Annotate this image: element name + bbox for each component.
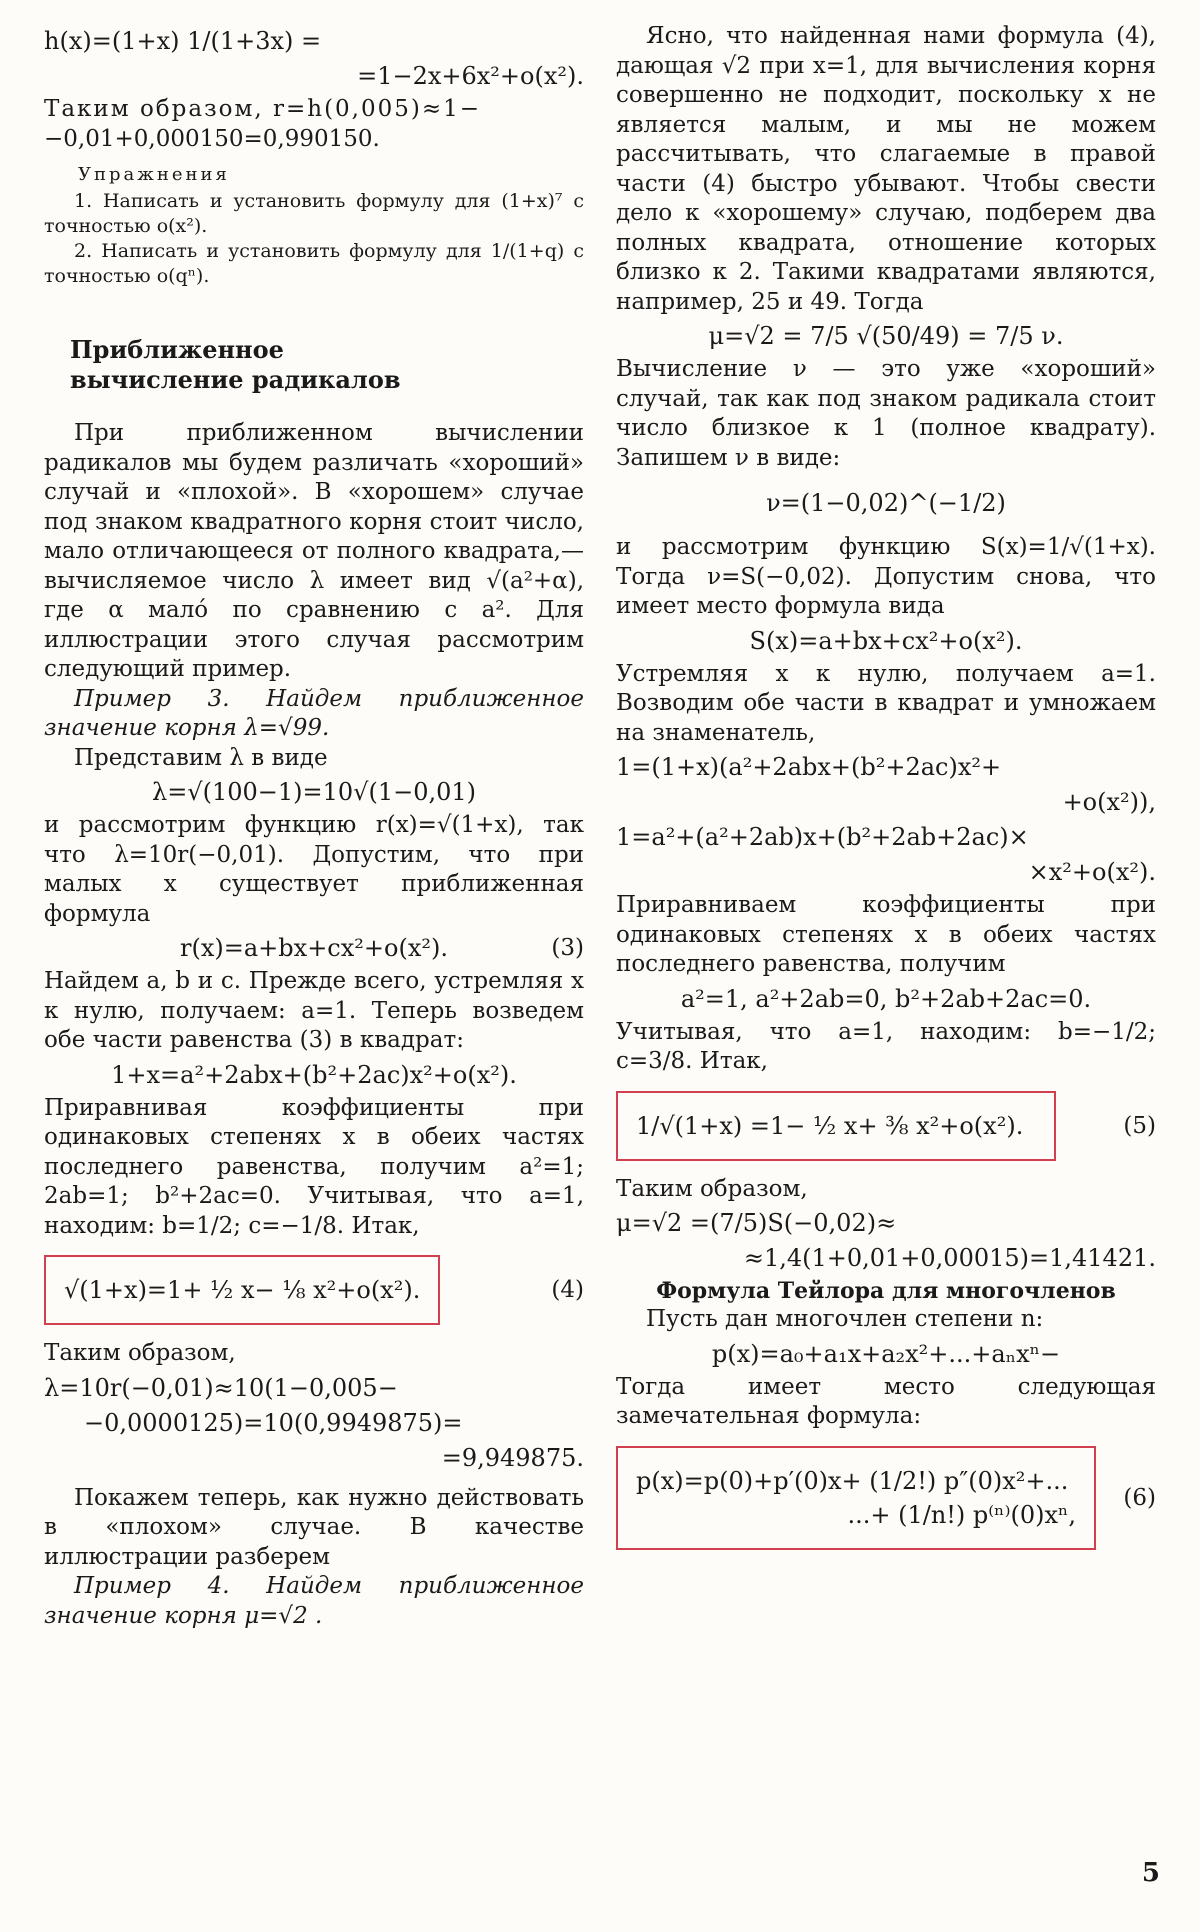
formula-3: r(x)=a+bx+cx²+o(x²). <box>180 934 448 962</box>
S-formula: S(x)=a+bx+cx²+o(x²). <box>749 626 1023 655</box>
thus-line2: −0,01+0,000150=0,990150. <box>44 125 380 152</box>
equating-paragraph: Приравнивая коэффициенты при одинаковых степенях x в обеих частях последнего равенства, получим a²=1; 2ab=1; b²+2ac=0. Учитывая, что a=1, находим: b=1/2; c=−1/8. Итак, <box>44 1094 584 1239</box>
section-heading <box>70 335 584 395</box>
formula-4-number: (4) <box>551 1277 584 1303</box>
taking-paragraph: Учитывая, что a=1, находим: b=−1/2; c=3/8. Итак, <box>616 1018 1156 1074</box>
formula-3-row <box>44 932 584 964</box>
left-column <box>44 22 584 1631</box>
lambda-formula: λ=√(100−1)=10√(1−0,01) <box>151 778 476 806</box>
thus-3: Таким образом, <box>616 1175 808 1202</box>
lambda-calc-line2: −0,0000125)=10(0,9949875)= <box>84 1408 463 1437</box>
then-formula-text: Тогда имеет место следующая замечательная формула: <box>616 1373 1156 1429</box>
clear-paragraph: Ясно, что найденная нами формула (4), дающая √2 при x=1, для вычисления корня совершенно не подходит, поскольку x не является малым, и мы не можем рассчитывать, что слагаемые в правой части (4) быстро убывают. Чтобы свести дело к «хорошему» случаю, подберем два полных квадрата, отношение которых близко к 2. Такими квадратами являются, например, 25 и 49. Тогда <box>616 23 1156 315</box>
nu-paragraph: Вычисление ν — это уже «хороший» случай, так как под знаком радикала стоит число близкое к 1 (полное квадрату). Запишем ν в виде: <box>616 356 1156 471</box>
formula-3-number: (3) <box>551 935 584 961</box>
section-heading-line1: Приближенное <box>70 335 284 364</box>
boxed-formula-4-row <box>44 1255 584 1325</box>
boxed-formula-6 <box>616 1446 1096 1550</box>
example-3: Пример 3. Найдем приближенное значение корня λ=√99. <box>44 685 584 741</box>
boxed-formula-5: 1/√(1+x) =1− ½ x+ ⅜ x²+o(x²). <box>616 1091 1056 1161</box>
expansion-line1: 1=(1+x)(a²+2abx+(b²+2ac)x²+ <box>616 753 1002 781</box>
example-4: Пример 4. Найдем приближенное значение корня μ=√2 . <box>44 1573 584 1629</box>
coefficient-equations: a²=1, a²+2ab=0, b²+2ab+2ac=0. <box>680 984 1092 1013</box>
consider-function: и рассмотрим функцию r(x)=√(1+x), так что λ=10r(−0,01). Допустим, что при малых x существует приближенная формула <box>44 812 584 927</box>
section-heading-line2: вычисление радикалов <box>70 365 401 394</box>
formula-6-number: (6) <box>1123 1484 1156 1511</box>
expansion-line4: ×x²+o(x²). <box>1028 858 1156 886</box>
polynomial-formula: p(x)=a₀+a₁x+a₂x²+...+aₙxⁿ− <box>711 1339 1061 1368</box>
approaching-paragraph: Устремляя x к нулю, получаем a=1. Возводим обе части в квадрат и умножаем на знаменатель, <box>616 660 1156 746</box>
lambda-calc-line1: λ=10r(−0,01)≈10(1−0,005− <box>44 1373 398 1402</box>
thus-2: Таким образом, <box>44 1340 236 1366</box>
find-abc: Найдем a, b и c. Прежде всего, устремляя x к нулю, получаем: a=1. Теперь возведем обе части равенства (3) в квадрат: <box>44 968 584 1053</box>
exercises-title: Упражнения <box>78 164 230 185</box>
formula-5-number: (5) <box>1123 1112 1156 1139</box>
thus-line1: Таким образом, r=h(0,005)≈1− <box>44 96 482 122</box>
boxed-formula-6-row <box>616 1446 1156 1550</box>
mu-calc-line1: μ=√2 =(7/5)S(−0,02)≈ <box>616 1209 897 1237</box>
boxed-formula-5-row <box>616 1091 1156 1161</box>
boxed-formula-4: √(1+x)=1+ ½ x− ⅛ x²+o(x²). <box>44 1255 440 1325</box>
page-number: 5 <box>1141 1858 1160 1888</box>
expansion-line3: 1=a²+(a²+2ab)x+(b²+2ab+2ac)× <box>616 823 1029 851</box>
represent-text: Представим λ в виде <box>74 744 328 771</box>
squared-formula: 1+x=a²+2abx+(b²+2ac)x²+o(x²). <box>111 1060 517 1089</box>
formula-h-line1: h(x)=(1+x) 1/(1+3x) = <box>44 27 322 55</box>
mu-calc-line2: ≈1,4(1+0,01+0,00015)=1,41421. <box>743 1244 1156 1272</box>
taylor-heading: Формула Тейлора для многочленов <box>656 1278 1116 1304</box>
intro-paragraph: При приближенном вычислении радикалов мы будем различать «хороший» случай и «плохой». В «хорошем» случае под знаком квадратного корня стоит число, мало отличающееся от полного квадрата,— вычисляемое число λ имеет вид √(a²+α), где α мало́ по сравнению с a². Для иллюстрации этого случая рассмотрим следующий пример. <box>44 420 584 682</box>
nu-formula: ν=(1−0,02)^(−1/2) <box>766 489 1006 517</box>
bad-case-paragraph: Покажем теперь, как нужно действовать в «плохом» случае. В качестве иллюстрации разберем <box>44 1484 584 1570</box>
exercise-2: 2. Написать и установить формулу для 1/(1+q) с точностью o(qⁿ). <box>44 240 584 287</box>
right-column <box>616 22 1156 1564</box>
equating-2: Приравниваем коэффициенты при одинаковых степенях x в обеих частях последнего равенства, получим <box>616 892 1156 977</box>
formula-h-line2: =1−2x+6x²+o(x²). <box>357 62 584 90</box>
expansion-line2: +o(x²)), <box>1062 788 1156 816</box>
exercise-1: 1. Написать и установить формулу для (1+x)⁷ с точностью o(x²). <box>44 190 584 237</box>
consider-S: и рассмотрим функцию S(x)=1/√(1+x). Тогда ν=S(−0,02). Допустим снова, что имеет место формула вида <box>616 534 1156 619</box>
taylor-intro: Пусть дан многочлен степени n: <box>646 1306 1044 1332</box>
lambda-calc-line3: =9,949875. <box>441 1443 584 1472</box>
boxed-formula-6-line1: p(x)=p(0)+p′(0)x+ (1/2!) p″(0)x²+... <box>636 1466 1069 1495</box>
boxed-formula-6-line2: ...+ (1/n!) p⁽ⁿ⁾(0)xⁿ, <box>847 1500 1076 1529</box>
mu-formula: μ=√2 = 7/5 √(50/49) = 7/5 ν. <box>708 322 1064 350</box>
